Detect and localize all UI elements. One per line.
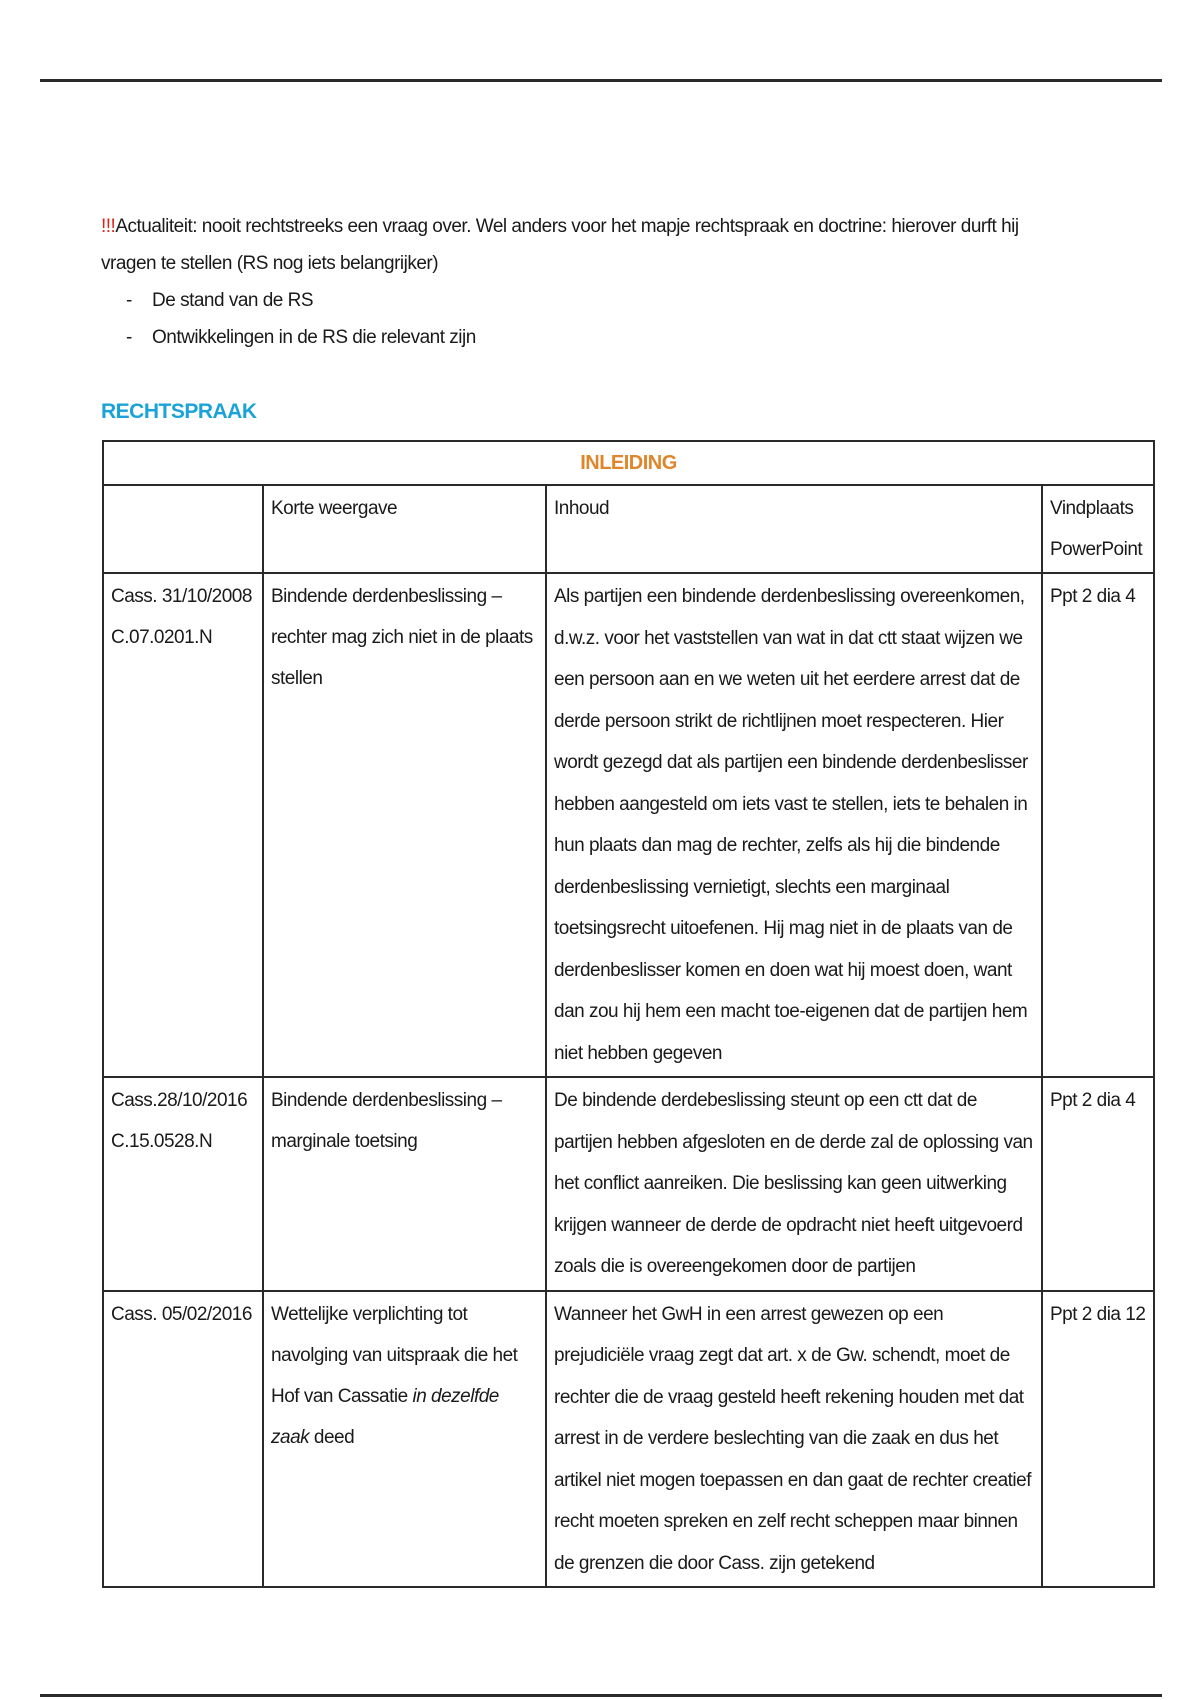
case-number: C.15.0528.N [111,1131,213,1152]
summary-text: Wettelijke verplichting tot navolging van uitspraak die het Hof van Cassatie [271,1303,518,1407]
case-summary [263,1291,546,1588]
case-reference [103,573,263,1077]
list-item: - De stand van de RS [122,282,476,319]
header-rule [40,79,1162,82]
case-reference [103,1291,263,1588]
column-header-location: Vindplaats PowerPoint [1042,485,1154,573]
table-row [103,1291,1154,1588]
intro-bullet-list [122,282,476,356]
case-reference [103,1077,263,1291]
case-summary: Bindende derdenbeslissing – marginale toetsing [263,1077,546,1291]
case-summary: Bindende derdenbeslissing – rechter mag zich niet in de plaats stellen [263,573,546,1077]
list-item: - Ontwikkelingen in de RS die relevant zijn [122,319,476,356]
table-row [103,573,1154,1077]
table-title-row [103,441,1154,485]
column-header-case [103,485,263,573]
case-content: Wanneer het GwH in een arrest gewezen op een prejudiciële vraag zegt dat art. x de Gw. schendt, moet de rechter die de vraag gesteld heeft rekening houden met dat arrest in de verdere beslechting van die zaak en dus het artikel niet mogen toepassen en dan gaat de rechter creatief recht moeten spreken en zelf recht scheppen maar binnen de grenzen die door Cass. zijn getekend [546,1291,1042,1588]
column-header-content: Inhoud [546,485,1042,573]
case-date: Cass. 31/10/2008 [111,586,252,607]
intro-paragraph [101,208,1061,282]
column-header-summary: Korte weergave [263,485,546,573]
table-header-row [103,485,1154,573]
case-location: Ppt 2 dia 4 [1042,1077,1154,1291]
case-date: Cass. 05/02/2016 [111,1303,252,1325]
summary-text-end: deed [313,1426,355,1448]
table-row [103,1077,1154,1291]
case-number: C.07.0201.N [111,627,213,648]
summary-emphasis: in dezelfde zaak [271,1385,499,1448]
case-date: Cass.28/10/2016 [111,1090,248,1111]
footer-rule [40,1694,1162,1697]
section-heading: RECHTSPRAAK [101,400,257,423]
table-title: INLEIDING [103,441,1154,485]
case-location: Ppt 2 dia 12 [1042,1291,1154,1588]
alert-marks: !!! [101,216,116,237]
case-content: De bindende derdebeslissing steunt op een ctt dat de partijen hebben afgesloten en de derde zal de oplossing van het conflict aanreiken. Die beslissing kan geen uitwerking krijgen wanneer de derde de opdracht niet heeft uitgevoerd zoals die is overeengekomen door de partijen [546,1077,1042,1291]
case-content: Als partijen een bindende derdenbeslissing overeenkomen, d.w.z. voor het vaststellen van wat in dat ctt staat wijzen we een persoon aan en we weten uit het eerdere arrest dat de derde persoon strikt de richtlijnen moet respecteren. Hier wordt gezegd dat als partijen een bindende derdenbeslisser hebben aangesteld om iets vast te stellen, iets te behalen in hun plaats dan mag de rechter, zelfs als hij die bindende derdenbeslissing vernietigt, slechts een marginaal toetsingsrecht uitoefenen. Hij mag niet in de plaats van de derdenbeslisser komen en doen wat hij moest doen, want dan zou hij hem een macht toe-eigenen dat de partijen hem niet hebben gegeven [546,573,1042,1077]
intro-text: Actualiteit: nooit rechtstreeks een vraag over. Wel anders voor het mapje rechtspraak en doctrine: hierover durft hij vragen te stellen (RS nog iets belangrijker) [101,216,1019,274]
case-location: Ppt 2 dia 4 [1042,573,1154,1077]
case-law-table [102,440,1155,1588]
